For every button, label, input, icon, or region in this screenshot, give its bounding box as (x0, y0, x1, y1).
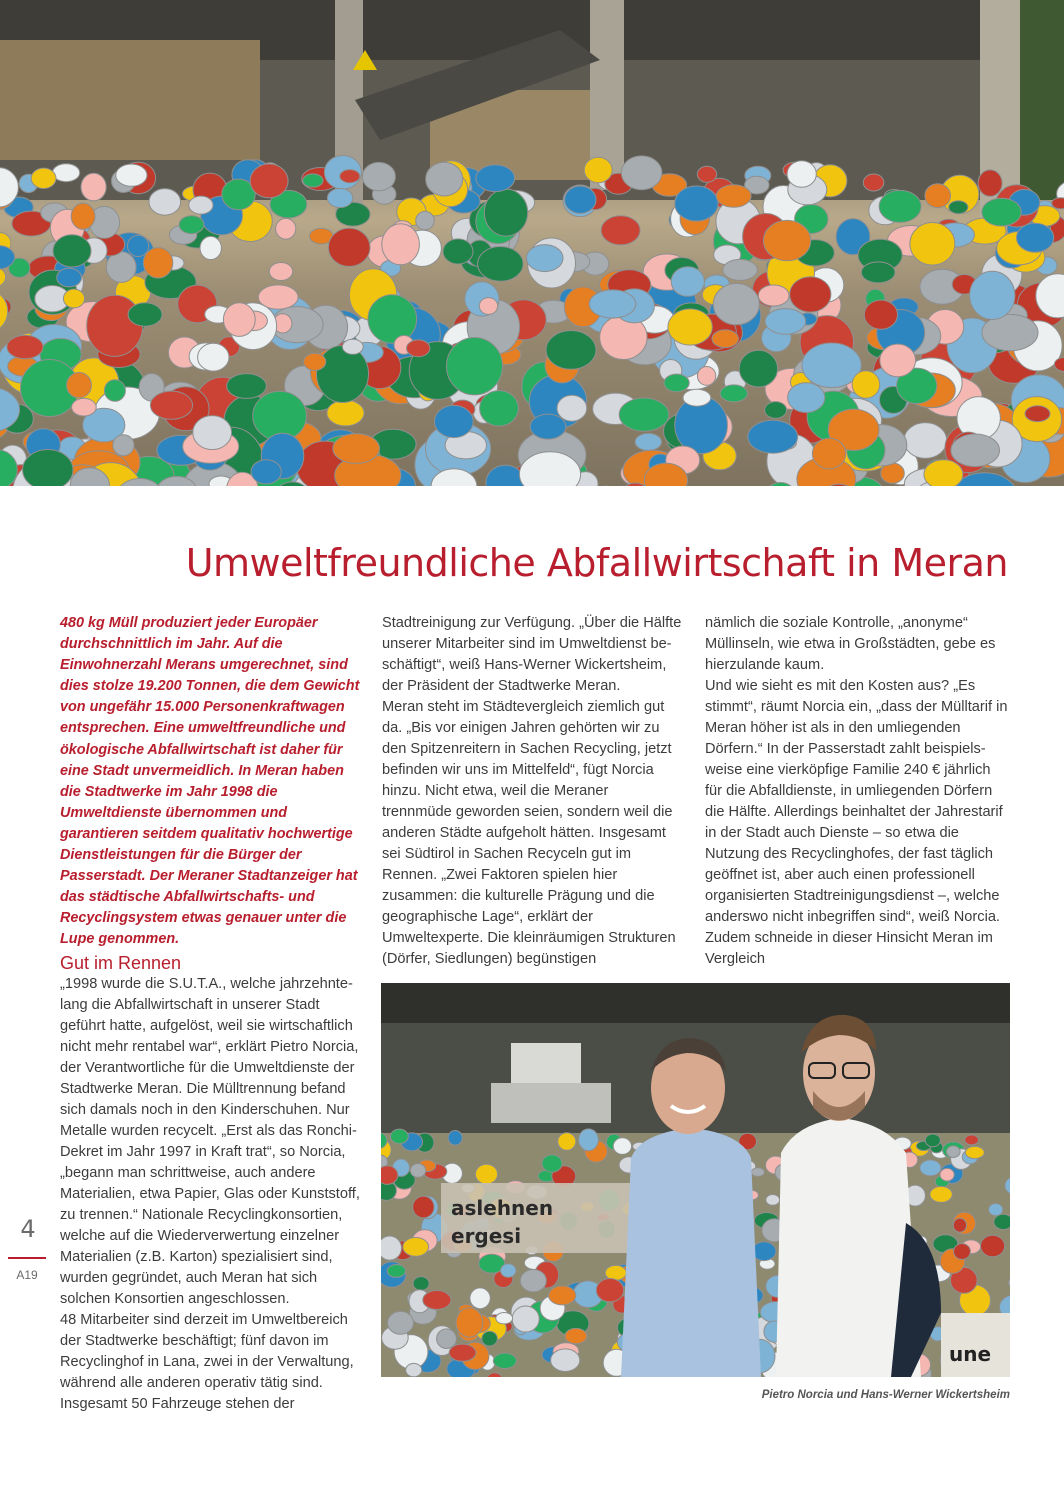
can-shape (512, 1306, 539, 1332)
can-shape (697, 166, 716, 182)
can-shape (635, 433, 661, 450)
can-shape (766, 1195, 780, 1206)
can-shape (520, 1270, 546, 1292)
can-shape (565, 1328, 587, 1343)
can-shape (765, 309, 806, 335)
can-shape (720, 385, 747, 402)
can-shape (863, 174, 884, 191)
can-shape (596, 1279, 623, 1302)
can-shape (904, 423, 947, 459)
can-shape (989, 1204, 1003, 1216)
can-shape (0, 289, 8, 334)
can-shape (861, 262, 895, 283)
can-shape (613, 1138, 631, 1155)
can-shape (470, 1288, 490, 1309)
can-shape (947, 1146, 961, 1158)
can-shape (930, 1186, 952, 1202)
can-shape (382, 224, 420, 265)
can-shape (994, 1214, 1010, 1229)
can-shape (340, 170, 360, 183)
page-number: 4 (20, 1215, 36, 1243)
column-3-paragraph-2: Und wie sieht es mit den Kosten aus? „Es stimmt“, räumt Norcia ein, „dass der Mülltarif in Meran höher ist als in den umliegenden Dörfern.“ In der Passerstadt zahlt beispiels-weise eine vierköpfige Familie 240 € jährlich für die Abfalldienste, in umliegenden Dörfern die Hälfte. Allerdings beinhaltet der Jahrestarif in der Stadt auch Dienste – so etwa die Nutzung des Recyclinghofes, der fast täglich geöffnet ist, aber auch einen professionell organisierten Stadtreinigungsdienst –, welche anderswo nicht inbegriffen sind“, weiß Norcia. Zudem schneide in dieser Hinsicht Meran im Vergleich (705, 678, 1008, 967)
can-shape (413, 1196, 434, 1218)
column-3-paragraph-1: nämlich die soziale Kontrolle, „anonyme“ Müllinseln, wie etwa in Großstädten, gebe es hierzulande kaum. (705, 615, 996, 673)
can-shape (406, 1363, 422, 1376)
can-shape (23, 450, 73, 487)
can-shape (864, 300, 897, 329)
can-shape (227, 374, 267, 399)
can-shape (970, 271, 1015, 319)
can-shape (579, 1129, 599, 1151)
can-shape (276, 218, 296, 239)
can-shape (304, 353, 326, 370)
can-shape (113, 435, 134, 456)
can-shape (7, 335, 43, 359)
article-column-3 (705, 613, 1010, 970)
can-shape (589, 290, 636, 318)
can-shape (484, 189, 527, 236)
can-shape (57, 268, 82, 287)
can-shape (949, 201, 968, 214)
article-column-1 (60, 974, 360, 1415)
can-shape (381, 1236, 402, 1260)
can-shape (327, 189, 352, 208)
can-shape (479, 298, 497, 315)
can-shape (72, 398, 97, 416)
can-shape (493, 1353, 516, 1368)
column-2-paragraph-1: Stadtreinigung zur Verfügung. „Über die Hälfte unserer Mitarbeiter sind im Umweltdienst be-schäftigt“, weiß Hans-Werner Wickertsheim, der Präsident der Stadtwerke Meran. (382, 615, 682, 694)
can-shape (546, 331, 596, 370)
can-shape (150, 391, 192, 419)
can-shape (496, 1313, 513, 1324)
can-shape (1025, 406, 1050, 422)
can-shape (739, 350, 777, 387)
can-shape (879, 190, 921, 222)
can-shape (601, 216, 640, 245)
can-shape (788, 383, 825, 413)
can-shape (362, 162, 395, 190)
can-shape (67, 373, 92, 398)
can-shape (925, 1134, 940, 1147)
can-shape (53, 235, 91, 267)
can-shape (787, 161, 816, 188)
can-shape (697, 367, 715, 386)
can-shape (880, 344, 916, 377)
can-shape (530, 414, 566, 439)
can-shape (250, 164, 288, 198)
can-shape (391, 1129, 409, 1144)
sign-corner: une (949, 1342, 992, 1366)
can-shape (475, 1164, 497, 1184)
can-shape (388, 1311, 414, 1334)
can-shape (752, 1242, 776, 1261)
can-shape (443, 239, 473, 264)
can-shape (790, 277, 831, 312)
column-2-paragraph-2: Meran steht im Städtevergleich ziemlich gut da. „Bis vor einigen Jahren gehörten wir zu den Spitzenreitern in Sachen Recycling, jetzt befinden wir uns im Mittelfeld“, fügt Norcia hinzu. Nicht etwa, weil die Meraner trennmüde geworden seien, sondern weil die anderen Städte aufgeholt hätten. Insgesamt sei Südtirol in Sachen Recyceln gut im Rennen. „Zwei Faktoren spielen hier zusammen: die kulturelle Prägung und die geographische Lage“, erklärt der Umweltexperte. Die kleinräumigen Strukturen (Dörfer, Siedlungen) begünstigen (382, 699, 676, 967)
can-shape (434, 405, 473, 437)
can-shape (476, 165, 515, 192)
can-shape (675, 186, 718, 221)
article-intro (60, 613, 365, 951)
can-shape (407, 340, 430, 357)
can-shape (965, 1146, 984, 1158)
can-shape (410, 1164, 425, 1178)
can-shape (621, 156, 662, 190)
sign-line-1: aslehnen (451, 1196, 554, 1220)
can-shape (269, 263, 292, 281)
can-shape (381, 1166, 398, 1185)
can-shape (416, 211, 435, 229)
can-shape (953, 1218, 966, 1232)
can-shape (31, 168, 56, 188)
can-shape (437, 1329, 457, 1349)
can-shape (954, 1244, 971, 1260)
can-shape (116, 164, 147, 186)
can-shape (852, 371, 880, 398)
intro-text: 480 kg Müll produziert jeder Europäer durchschnittlich im Jahr. Auf die Einwohnerzahl Merans umgerechnet, sind dies stolze 19.200 Tonnen, die dem Gewicht von ungefähr 15.000 Personenkraftwagen entsprechen. Eine umweltfreundliche und ökologische Abfallwirtschaft ist daher für eine Stadt unvermeidlich. In Meran haben die Stadtwerke im Jahr 1998 die Umweltdienste übernommen und garantieren seitdem qualitativ hochwertige Dienstleistungen für die Bürger der Passerstadt. Der Meraner Stadtanzeiger hat das städtische Abfallwirtschafts- und Recyclingsystem etwas genauer unter die Lupe genommen. (60, 615, 360, 948)
can-shape (449, 1344, 476, 1361)
can-shape (920, 1160, 941, 1176)
can-shape (223, 303, 255, 337)
column-1-paragraph-1: „1998 wurde die S.U.T.A., welche jahrzehnte-lang die Abfallwirtschaft in unserer Stadt geführt hatte, aufgelöst, weil sie wirtschaftlich nicht mehr rentabel war“, erklärt Pietro Norcia, der Verantwortliche für die Umweltdienste der Stadtwerke Meran. Die Mülltrennung befand sich damals noch in den Kinderschuhen. Nur Metalle wurden recycelt. „Erst als das Ronchi-Dekret im Jahr 1997 in Kraft trat“, so Norcia, „begann man schrittweise, auch andere Materialien, etwa Papier, Glas oder Kunststoff, zu trennen.“ Nationale Recyclingkonsortien, welche auf die Wiederverwertung einzelner Materialien (z.B. Karton) spezialisiert sind, wurden gegründet, auch Meran hat sich solchen Konsortien angeschlossen. (60, 976, 360, 1307)
can-shape (1017, 223, 1054, 252)
can-shape (71, 203, 95, 229)
can-shape (81, 173, 106, 201)
can-shape (426, 162, 463, 196)
can-shape (251, 460, 281, 484)
page-code: A19 (16, 1268, 38, 1282)
can-shape (423, 1291, 451, 1310)
can-shape (671, 267, 704, 297)
can-shape (128, 235, 149, 256)
portrait-illustration (381, 983, 1010, 1377)
hero-cans-illustration (0, 0, 1064, 486)
can-shape (982, 198, 1021, 226)
can-shape (716, 185, 751, 208)
can-shape (668, 309, 712, 345)
hero-photo (0, 0, 1064, 486)
can-shape (189, 196, 213, 214)
can-shape (951, 434, 1000, 467)
can-shape (104, 380, 125, 402)
can-shape (565, 186, 596, 213)
can-shape (965, 1135, 979, 1145)
can-shape (558, 1133, 576, 1151)
can-shape (619, 398, 669, 431)
can-shape (1052, 198, 1064, 209)
can-shape (403, 1238, 429, 1257)
can-shape (526, 245, 563, 272)
can-shape (712, 330, 738, 348)
can-shape (179, 216, 204, 234)
can-shape (303, 174, 323, 187)
can-shape (143, 248, 172, 278)
section-heading: Gut im Rennen (60, 953, 182, 973)
can-shape (198, 343, 229, 371)
can-shape (478, 247, 524, 282)
can-shape (713, 283, 759, 324)
can-shape (448, 1131, 462, 1146)
can-shape (723, 259, 758, 280)
can-shape (765, 402, 787, 419)
photo-caption: Pietro Norcia und Hans-Werner Wickertsheim (761, 1389, 1010, 1401)
article-column-2 (382, 613, 682, 970)
column-1-paragraph-2: 48 Mitarbeiter sind derzeit im Umweltbereich der Stadtwerke beschäftigt; fünf davon im Recyclinghof in Lana, zwei in der Verwaltung, während alle anderen operativ tätig sind. Insgesamt 50 Fahrzeuge stehen der (60, 1312, 354, 1412)
can-shape (664, 374, 689, 392)
page-divider (8, 1257, 46, 1259)
can-shape (551, 1349, 580, 1372)
can-shape (200, 236, 221, 259)
can-shape (557, 395, 587, 421)
article-title: Umweltfreundliche Abfallwirtschaft in Meran (185, 541, 1008, 586)
can-shape (193, 416, 232, 450)
can-shape (328, 228, 370, 266)
can-shape (87, 295, 143, 356)
can-shape (317, 346, 369, 403)
can-shape (387, 1265, 405, 1278)
can-shape (978, 170, 1002, 196)
can-shape (456, 1308, 483, 1337)
can-shape (812, 438, 845, 469)
can-shape (940, 1168, 954, 1181)
can-shape (925, 184, 951, 208)
can-shape (482, 1331, 498, 1346)
can-shape (605, 1265, 626, 1280)
can-shape (758, 285, 789, 306)
can-shape (751, 1168, 764, 1177)
sign-line-2: ergesi (451, 1224, 522, 1248)
can-shape (748, 420, 798, 453)
can-shape (981, 1235, 1005, 1256)
portrait-photo (381, 983, 1010, 1377)
can-shape (924, 460, 963, 486)
can-shape (368, 295, 417, 344)
can-shape (327, 400, 364, 426)
can-shape (149, 189, 181, 216)
can-shape (501, 1264, 517, 1278)
can-shape (549, 1286, 576, 1305)
can-shape (128, 303, 162, 326)
can-shape (63, 289, 84, 308)
can-shape (413, 1277, 429, 1291)
can-shape (764, 220, 811, 260)
can-shape (542, 1155, 562, 1172)
can-shape (53, 164, 80, 182)
can-shape (342, 339, 363, 354)
can-shape (584, 157, 612, 183)
can-shape (447, 338, 503, 395)
can-shape (683, 389, 711, 406)
can-shape (480, 391, 519, 426)
can-shape (333, 434, 380, 464)
can-shape (910, 223, 955, 266)
